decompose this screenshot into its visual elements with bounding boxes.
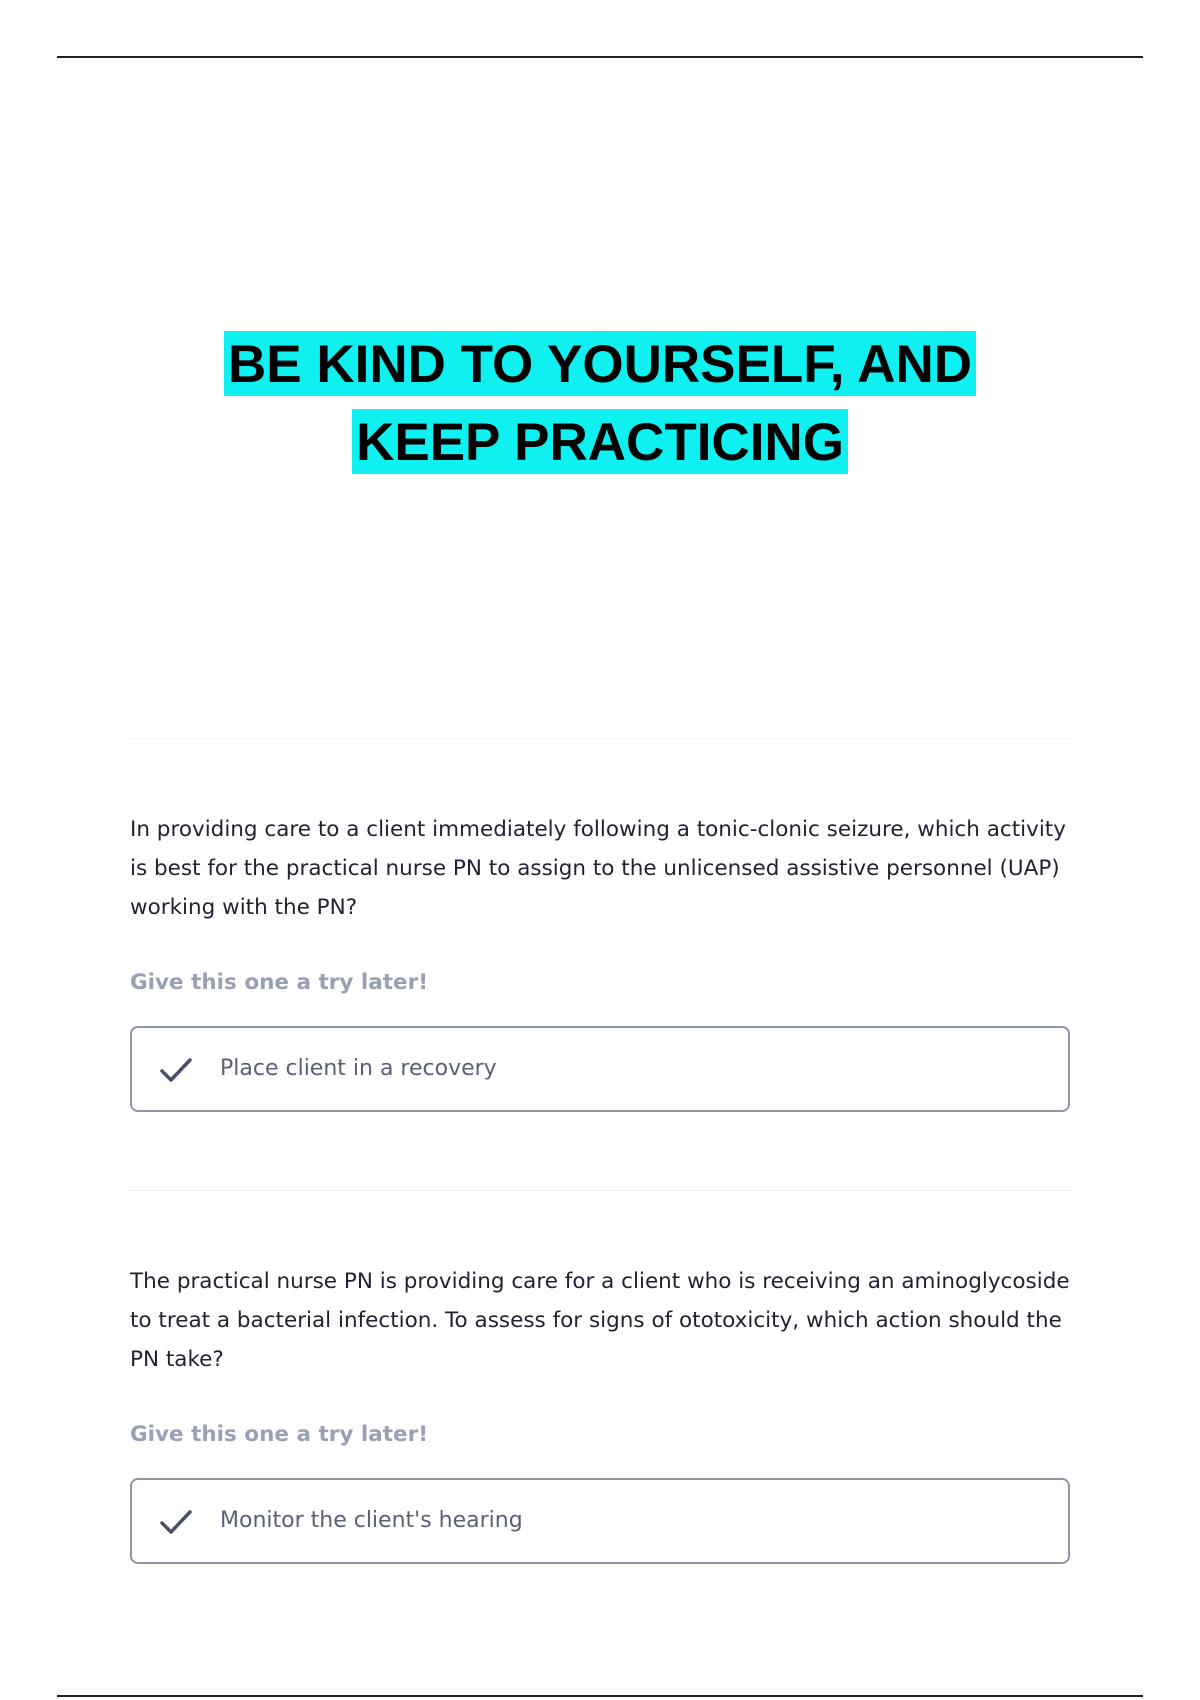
banner-line-1: BE KIND TO YOURSELF, AND <box>224 331 976 396</box>
answer-option[interactable] <box>130 1478 1070 1564</box>
section-divider <box>128 1190 1072 1191</box>
question-text: The practical nurse PN is providing care for a client who is receiving an aminoglycoside to treat a bacterial infection. To assess for signs of ototoxicity, which action should the PN take? <box>130 1269 1070 1372</box>
answer-label: Place client in a recovery <box>220 1056 497 1081</box>
question-text: In providing care to a client immediately following a tonic-clonic seizure, which activity is best for the practical nurse PN to assign to the unlicensed assistive personnel (UAP) working with the PN? <box>130 817 1066 920</box>
answer-option[interactable] <box>130 1026 1070 1112</box>
try-later-hint: Give this one a try later! <box>130 1422 428 1447</box>
top-rule <box>57 56 1143 58</box>
bottom-rule <box>57 1695 1143 1697</box>
checkmark-icon <box>158 1506 194 1538</box>
banner-line-2: KEEP PRACTICING <box>352 409 848 474</box>
motivational-banner <box>0 326 1200 482</box>
answer-label: Monitor the client's hearing <box>220 1508 523 1533</box>
checkmark-icon <box>158 1054 194 1086</box>
section-divider <box>128 738 1072 739</box>
try-later-hint: Give this one a try later! <box>130 970 428 995</box>
